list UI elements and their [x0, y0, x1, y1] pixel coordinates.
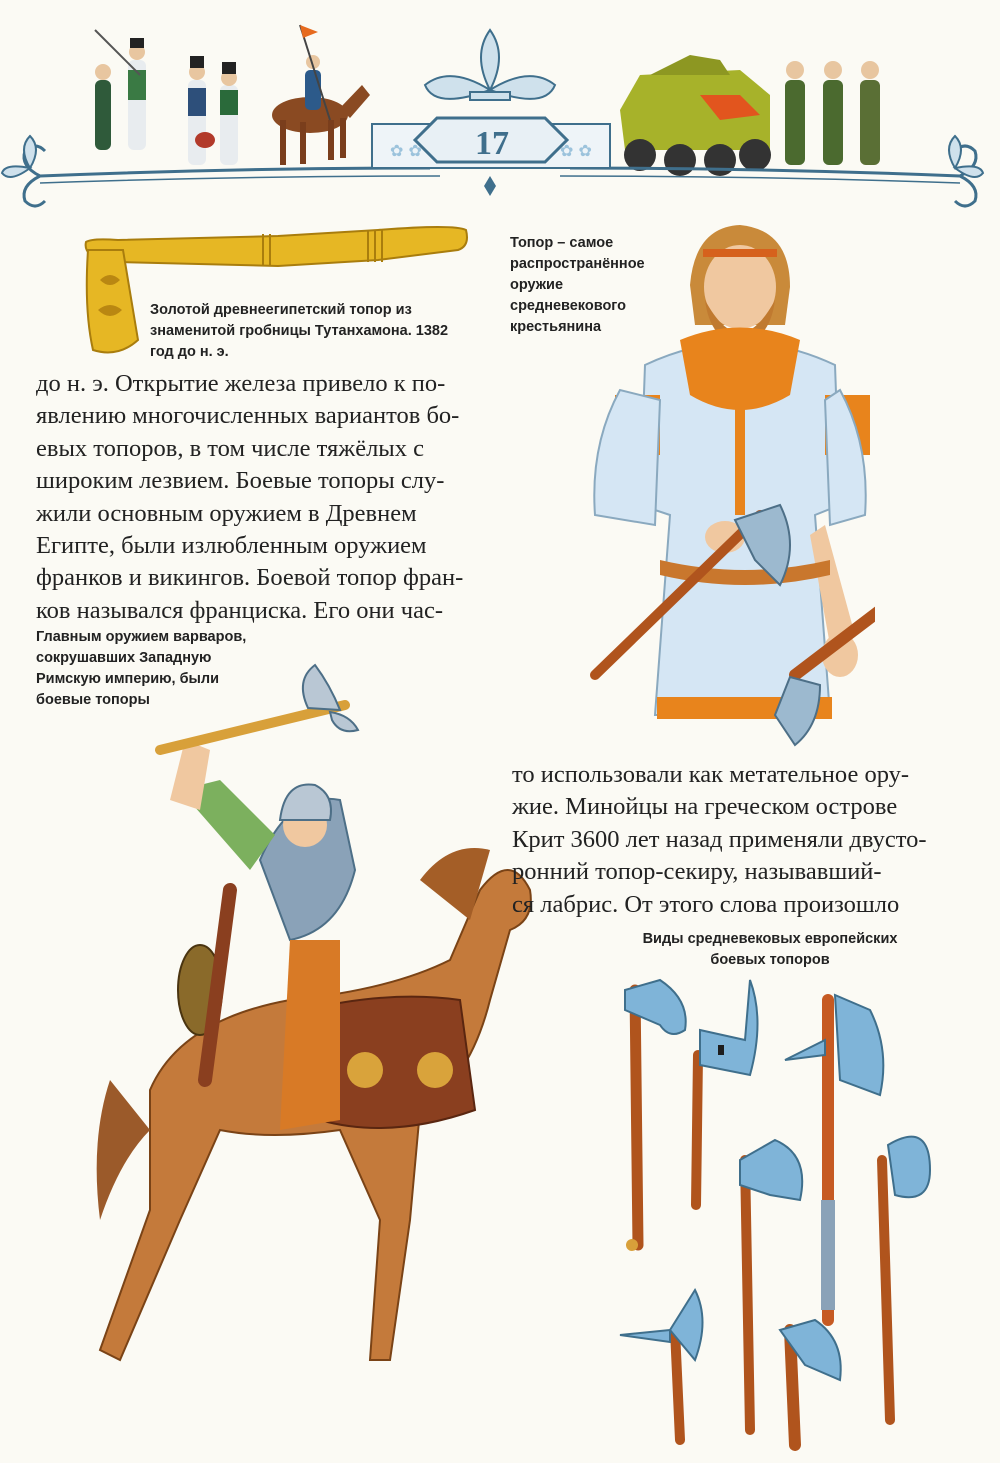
svg-text:✿ ✿: ✿ ✿: [560, 141, 592, 160]
text-line: ронний топор-секиру, называвший-: [512, 858, 882, 886]
text-line: до н. э. Открытие железа привело к по-: [36, 370, 446, 397]
text-line: жили основным оружием в Древнем: [36, 499, 417, 527]
page-header: [0, 0, 1000, 215]
napoleonic-soldiers-illustration: [95, 25, 370, 165]
caption-egyptian-axe: Золотой древнеегипетский топор из знаменитой гробницы Тутанхамона. 1382 год до н. э.: [150, 302, 449, 360]
axe-7: [780, 1320, 841, 1445]
barbarian-horseman-illustration: [90, 660, 540, 1450]
fleur-de-lis-right-icon: [949, 136, 983, 177]
text-line: Египте, были излюбленным оружием: [36, 532, 427, 560]
text-line: жие. Минойцы на греческом острове: [512, 793, 898, 821]
text-line: ков назывался франциска. Его они час-: [36, 596, 444, 624]
text-line: евых топоров, в том числе тяжёлых с: [36, 434, 425, 462]
text-line: то использовали как метательное ору-: [512, 761, 910, 788]
page-number: 17: [475, 125, 509, 162]
header-ornament: [0, 0, 1000, 215]
axe-6: [620, 1290, 703, 1440]
axe-3: [785, 995, 883, 1320]
text-line: Крит 3600 лет назад применяли двусто-: [512, 825, 927, 853]
text-line: широким лезвием. Боевые топоры слу-: [36, 467, 445, 495]
svg-text:✿ ✿: ✿ ✿: [390, 141, 422, 160]
peasant-with-axe-illustration: [585, 215, 875, 755]
text-line: явлению многочисленных вариантов бо-: [36, 402, 460, 430]
text-block-1: [36, 368, 476, 627]
caption-european-axes: Виды средневековых европейских боевых топоров: [642, 931, 898, 968]
modern-soldiers-illustration: [620, 55, 880, 176]
european-axes-illustration: [600, 970, 950, 1455]
caption-barbarians: Главным оружием варваров, сокрушавших Западную Римскую империю, были боевые топоры: [36, 629, 247, 708]
page-number-frame: [372, 30, 610, 196]
text-line: франков и викингов. Боевой топор фран-: [36, 564, 464, 592]
caption-peasant-axe: Топор – самое распространённое оружие средневекового крестьянина: [510, 235, 645, 335]
axe-5: [882, 1137, 930, 1420]
axe-1: [625, 980, 686, 1251]
text-line: ся лабрис. От этого слова произошло: [512, 890, 900, 918]
text-block-2: [512, 759, 952, 921]
